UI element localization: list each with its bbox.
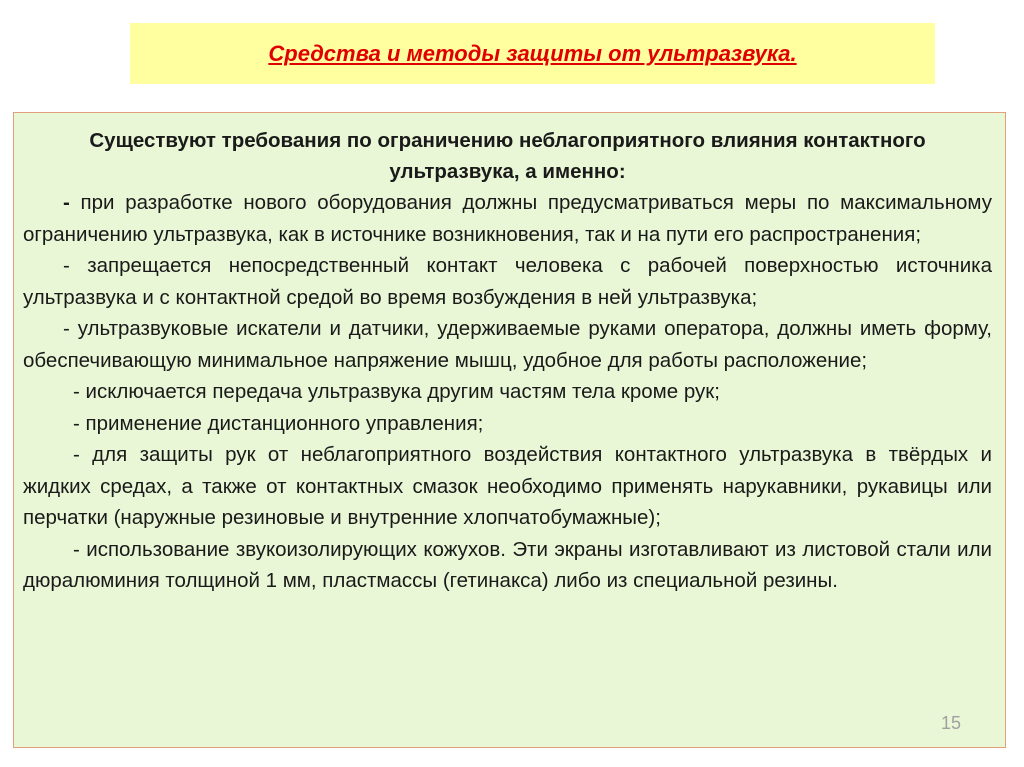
list-item (23, 250, 992, 313)
list-item (23, 313, 992, 376)
list-item (23, 376, 992, 408)
list-item-text: - для защиты рук от неблагоприятного воздействия контактного ультразвука в твёрдых и жидких средах, а также от контактных смазок необходимо применять нарукавники, рукавицы или перчатки (наружные резиновые и внутренние хлопчатобумажные); (23, 443, 992, 529)
list-item (23, 187, 992, 250)
page-number: 15 (940, 713, 961, 733)
list-item-text: - исключается передача ультразвука другим частям тела кроме рук; (73, 380, 720, 403)
title-banner (130, 23, 935, 84)
list-item-text: - использование звукоизолирующих кожухов. Эти экраны изготавливают из листовой стали или дюралюминия толщиной 1 мм, пластмассы (гетинакса) либо из специальной резины. (23, 537, 992, 592)
list-item (23, 534, 992, 597)
list-item-text: при разработке нового оборудования должны предусматриваться меры по максимальному ограничению ультразвука, как в источнике возникновения, так и на пути его распространения; (23, 191, 992, 246)
list-item-text: - ультразвуковые искатели и датчики, удерживаемые руками оператора, должны иметь форму, обеспечивающую минимальное напряжение мышц, удобное для работы расположение; (23, 317, 992, 372)
list-item-dash: - (63, 191, 70, 214)
content-panel (13, 112, 1006, 748)
content-heading: Существуют требования по ограничению неблагоприятного влияния контактного ультразвука, а именно: (89, 129, 926, 183)
list-item (23, 408, 992, 440)
list-item-text: - применение дистанционного управления; (73, 411, 484, 435)
list-item-text: - запрещается непосредственный контакт человека с рабочей поверхностью источника ультразвука и с контактной средой во время возбуждения в ней ультразвука; (23, 254, 992, 309)
list-item (23, 439, 992, 534)
slide-title: Средства и методы защиты от ультразвука. (268, 40, 797, 66)
